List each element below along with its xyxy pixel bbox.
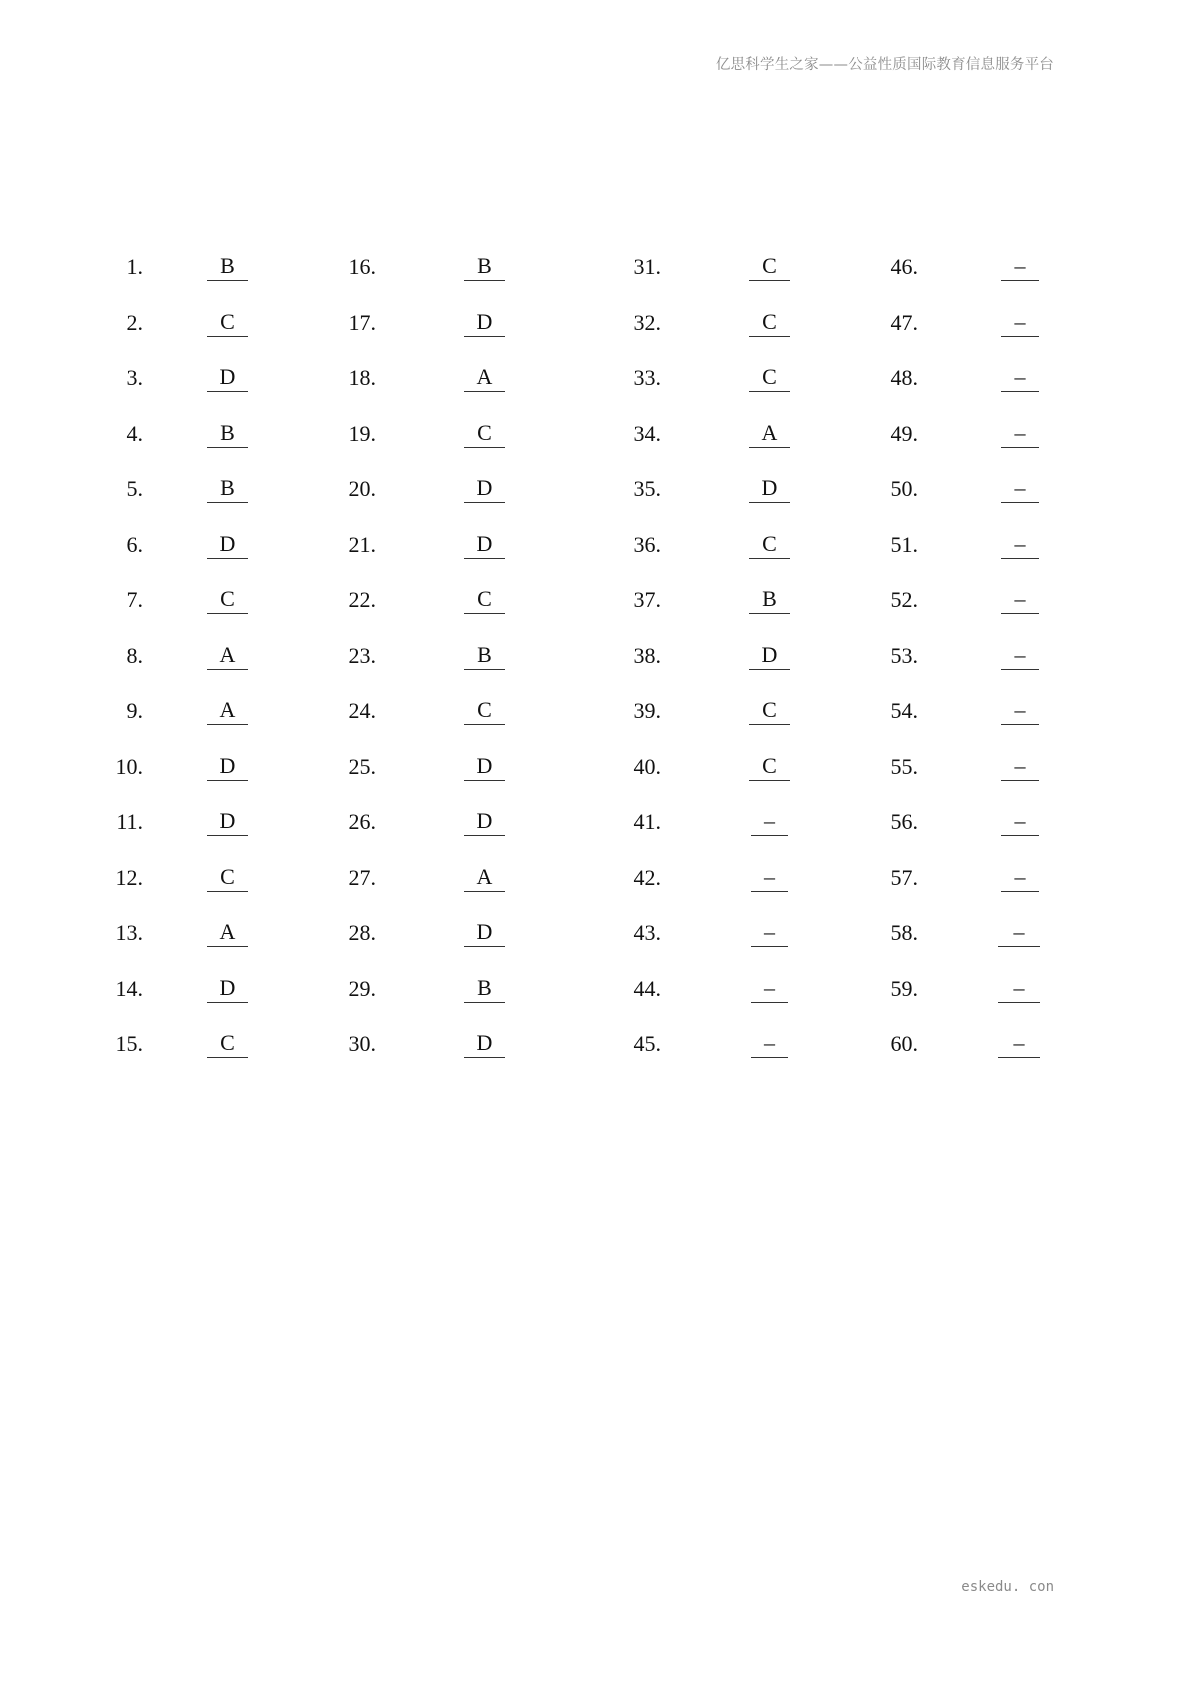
question-number: 51. [890, 531, 918, 557]
question-number: 11. [116, 809, 143, 834]
question-number: 13. [115, 920, 143, 945]
answer-blank: D [464, 1029, 505, 1058]
answer-blank: D [749, 474, 790, 503]
question-number: 38. [633, 642, 661, 668]
question-number: 57. [890, 864, 918, 890]
question-number: 7. [126, 587, 143, 612]
question-number: 14. [115, 975, 143, 1001]
answer-blank: – [751, 918, 788, 947]
answer-blank: – [1001, 752, 1039, 781]
answer-row [0, 807, 1191, 837]
question-number: 18. [348, 365, 376, 390]
question-number: 31. [633, 254, 661, 279]
answer-blank: B [207, 252, 248, 281]
answer-blank: D [464, 807, 505, 836]
question-number: 6. [126, 531, 143, 557]
footer-site-domain: eskedu. con [961, 1579, 1054, 1595]
answer-row [0, 585, 1191, 615]
question-number: 34. [633, 420, 661, 446]
question-number: 8. [126, 642, 143, 668]
answer-blank: D [207, 363, 248, 392]
answer-row [0, 918, 1191, 948]
answer-blank: D [207, 530, 248, 559]
answer-blank: D [464, 474, 505, 503]
question-number: 30. [348, 1031, 376, 1056]
question-number: 20. [348, 476, 376, 501]
answer-row [0, 252, 1191, 282]
question-number: 40. [633, 753, 661, 779]
answer-blank: A [464, 863, 505, 892]
question-number: 56. [890, 809, 918, 834]
answer-blank: – [998, 1029, 1040, 1058]
question-number: 19. [348, 420, 376, 446]
answer-blank: D [207, 752, 248, 781]
answer-row [0, 363, 1191, 393]
question-number: 33. [633, 365, 661, 390]
answer-blank: C [207, 863, 248, 892]
answer-row [0, 863, 1191, 893]
answer-blank: – [751, 863, 788, 892]
answer-blank: B [207, 419, 248, 448]
answer-blank: – [1001, 585, 1039, 614]
question-number: 50. [890, 476, 918, 501]
answer-row [0, 419, 1191, 449]
question-number: 43. [633, 920, 661, 945]
question-number: 53. [890, 642, 918, 668]
answer-blank: – [1001, 363, 1039, 392]
answer-blank: B [464, 974, 505, 1003]
question-number: 16. [348, 254, 376, 279]
question-number: 10. [115, 753, 143, 779]
answer-blank: C [464, 585, 505, 614]
answer-blank: D [464, 752, 505, 781]
answer-blank: – [1001, 419, 1039, 448]
answer-blank: C [207, 308, 248, 337]
answer-blank: C [464, 419, 505, 448]
header-site-tagline: 亿思科学生之家——公益性质国际教育信息服务平台 [715, 57, 1054, 73]
answer-blank: A [207, 696, 248, 725]
question-number: 22. [348, 587, 376, 612]
question-number: 36. [633, 531, 661, 557]
question-number: 49. [890, 420, 918, 446]
question-number: 1. [126, 254, 143, 279]
answer-blank: A [464, 363, 505, 392]
question-number: 2. [126, 309, 143, 335]
answer-blank: – [1001, 252, 1039, 281]
answer-blank: D [464, 918, 505, 947]
question-number: 60. [890, 1031, 918, 1056]
question-number: 29. [348, 975, 376, 1001]
answer-blank: C [749, 252, 790, 281]
question-number: 17. [348, 309, 376, 335]
question-number: 26. [348, 809, 376, 834]
question-number: 3. [126, 365, 143, 390]
answer-blank: C [749, 752, 790, 781]
answer-blank: D [207, 974, 248, 1003]
answer-blank: B [749, 585, 790, 614]
answer-blank: C [464, 696, 505, 725]
answer-blank: D [464, 308, 505, 337]
question-number: 59. [890, 975, 918, 1001]
answer-blank: C [749, 696, 790, 725]
answer-blank: – [751, 807, 788, 836]
question-number: 52. [890, 587, 918, 612]
question-number: 4. [126, 420, 143, 446]
answer-blank: C [749, 530, 790, 559]
question-number: 35. [633, 476, 661, 501]
question-number: 55. [890, 753, 918, 779]
answer-blank: – [998, 918, 1040, 947]
answer-blank: D [207, 807, 248, 836]
answer-row [0, 974, 1191, 1004]
answer-blank: – [751, 974, 788, 1003]
question-number: 25. [348, 753, 376, 779]
answer-blank: C [749, 363, 790, 392]
question-number: 54. [890, 698, 918, 723]
answer-blank: C [207, 1029, 248, 1058]
answer-blank: – [1001, 530, 1039, 559]
question-number: 37. [633, 587, 661, 612]
answer-blank: C [749, 308, 790, 337]
answer-blank: B [207, 474, 248, 503]
answer-blank: D [464, 530, 505, 559]
question-number: 23. [348, 642, 376, 668]
question-number: 47. [890, 309, 918, 335]
answer-blank: A [207, 641, 248, 670]
answer-blank: – [1001, 641, 1039, 670]
question-number: 24. [348, 698, 376, 723]
question-number: 28. [348, 920, 376, 945]
question-number: 12. [115, 864, 143, 890]
answer-blank: – [1001, 696, 1039, 725]
answer-row [0, 308, 1191, 338]
question-number: 45. [633, 1031, 661, 1056]
answer-row [0, 641, 1191, 671]
answer-blank: – [1001, 474, 1039, 503]
answer-row [0, 530, 1191, 560]
question-number: 41. [633, 809, 661, 834]
answer-row [0, 1029, 1191, 1059]
answer-row [0, 696, 1191, 726]
answer-blank: – [1001, 807, 1039, 836]
answer-blank: B [464, 252, 505, 281]
question-number: 58. [890, 920, 918, 945]
question-number: 48. [890, 365, 918, 390]
answer-blank: – [1001, 863, 1039, 892]
question-number: 9. [126, 698, 143, 723]
question-number: 5. [126, 476, 143, 501]
question-number: 44. [633, 975, 661, 1001]
question-number: 39. [633, 698, 661, 723]
question-number: 42. [633, 864, 661, 890]
answer-blank: D [749, 641, 790, 670]
answer-blank: – [751, 1029, 788, 1058]
answer-blank: A [207, 918, 248, 947]
question-number: 32. [633, 309, 661, 335]
question-number: 15. [115, 1031, 143, 1056]
answer-blank: C [207, 585, 248, 614]
question-number: 21. [348, 531, 376, 557]
answer-row [0, 474, 1191, 504]
answer-blank: – [998, 974, 1040, 1003]
answer-blank: B [464, 641, 505, 670]
question-number: 27. [348, 864, 376, 890]
answer-blank: – [1001, 308, 1039, 337]
answer-blank: A [749, 419, 790, 448]
question-number: 46. [890, 254, 918, 279]
answer-row [0, 752, 1191, 782]
